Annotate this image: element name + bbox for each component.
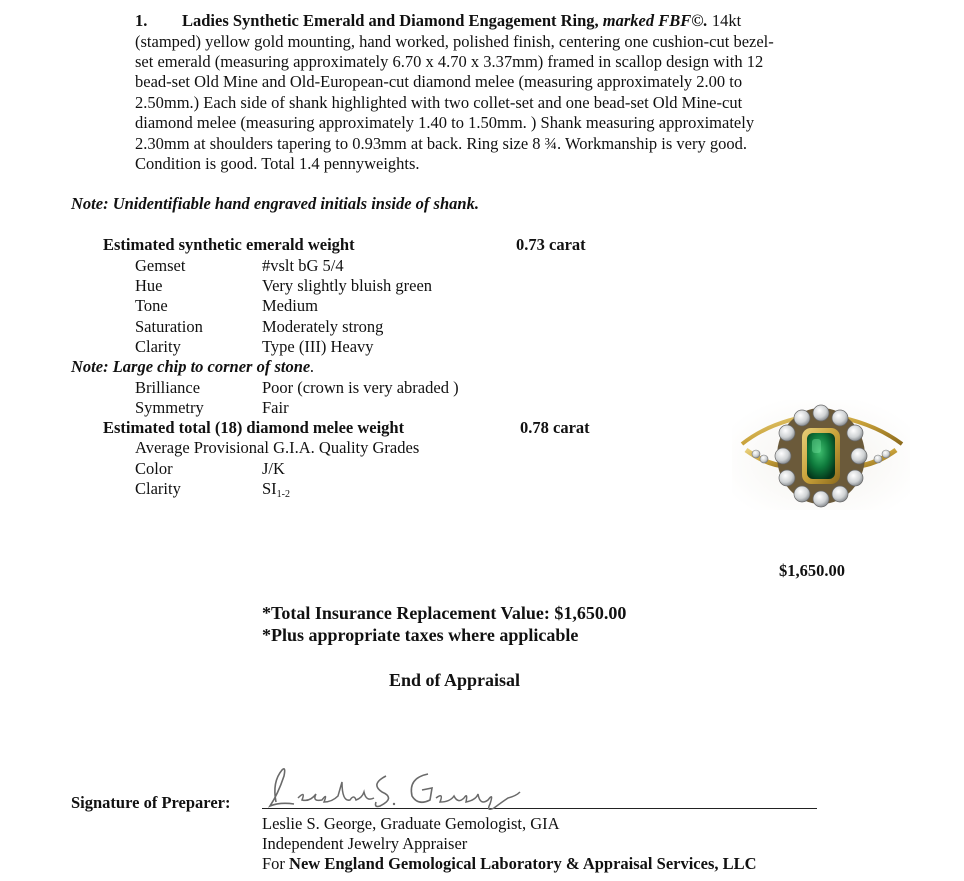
diamond-clarity-label: Clarity [135, 478, 181, 498]
brilliance-value: Poor (crown is very abraded ) [262, 377, 459, 397]
emerald-weight-value: 0.73 carat [516, 235, 586, 254]
diamond-weight-value: 0.78 carat [520, 418, 590, 437]
item-description-line: diamond melee (measuring approximately 1.40 to 1.50mm. ) Shank measuring approximately [135, 113, 755, 133]
diamond-color-value: J/K [262, 458, 285, 478]
symmetry-value: Fair [262, 397, 289, 417]
company-prefix: For [262, 854, 290, 873]
emerald-weight-heading: Estimated synthetic emerald weight [103, 235, 355, 254]
hue-value: Very slightly bluish green [262, 275, 433, 295]
item-description-line: 2.30mm at shoulders tapering to 0.93mm at back. Ring size 8 ¾. Workmanship is very good. [135, 133, 747, 153]
end-of-appraisal: End of Appraisal [389, 670, 521, 690]
gemset-label: Gemset [135, 255, 186, 275]
item-description-line: (stamped) yellow gold mounting, hand worked, polished finish, centering one cushion-cut bezel- [135, 31, 774, 51]
item-description-line: 2.50mm.) Each side of shank highlighted with two collet-set and one bead-set Old Mine-cut [135, 92, 743, 112]
item-first-line [182, 11, 741, 31]
item-description-line: Condition is good. Total 1.4 pennyweights. [135, 153, 420, 173]
item-description [135, 32, 855, 175]
emerald-clarity-value: Type (III) Heavy [262, 336, 374, 356]
chip-note [71, 357, 314, 377]
item-first-line-rest: 14kt [707, 11, 742, 30]
company-name: New England Gemological Laboratory & Appraisal Services, LLC [289, 854, 757, 873]
item-price: $1,650.00 [779, 561, 845, 580]
chip-note-end: . [310, 357, 315, 376]
handwritten-signature [258, 762, 528, 814]
ring-svg [732, 400, 910, 510]
preparer-name: Leslie S. George, Graduate Gemologist, GIA [262, 814, 560, 833]
tone-label: Tone [135, 296, 168, 315]
diamond-clarity-main: SI [262, 478, 277, 498]
total-replacement-value: *Total Insurance Replacement Value: $1,650.00 [262, 603, 627, 623]
diamond-weight-heading: Estimated total (18) diamond melee weight [103, 418, 405, 437]
taxes-note: *Plus appropriate taxes where applicable [262, 625, 579, 645]
saturation-value: Moderately strong [262, 316, 384, 336]
diamond-clarity-subscript: 1-2 [276, 488, 291, 500]
hue-label: Hue [135, 275, 163, 295]
item-number: 1. [135, 11, 148, 30]
chip-note-text: Note: Large chip to corner of stone [71, 357, 311, 376]
symmetry-label: Symmetry [135, 397, 204, 417]
grades-title: Average Provisional G.I.A. Quality Grades [135, 437, 420, 457]
engraving-note: Note: Unidentifiable hand engraved initials inside of shank. [71, 194, 479, 213]
brilliance-label: Brilliance [135, 377, 201, 397]
item-description-line: bead-set Old Mine and Old-European-cut diamond melee (measuring approximately 2.00 to [135, 72, 743, 92]
signature-image [258, 762, 528, 814]
preparer-role: Independent Jewelry Appraiser [262, 834, 468, 853]
item-description-line: set emerald (measuring approximately 6.70 x 4.70 x 3.37mm) framed in scallop design with 12 [135, 51, 764, 71]
emerald-clarity-label: Clarity [135, 336, 181, 356]
diamond-color-label: Color [135, 458, 173, 478]
tone-value: Medium [262, 296, 318, 315]
preparer-company-line [262, 854, 757, 874]
signature-label: Signature of Preparer: [71, 793, 231, 812]
ring-image [732, 400, 910, 510]
saturation-label: Saturation [135, 316, 203, 336]
diamond-clarity-value [262, 479, 290, 505]
item-marked: marked FBF©. [602, 11, 708, 30]
item-title: Ladies Synthetic Emerald and Diamond Engagement Ring, [182, 11, 599, 30]
gemset-value: #vslt bG 5/4 [262, 255, 344, 275]
